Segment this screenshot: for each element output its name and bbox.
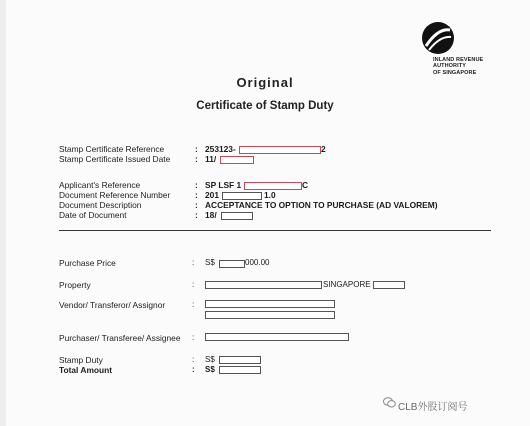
watermark-text: CLB外股订阅号 bbox=[398, 402, 468, 413]
vendor-label: Vendor/ Transferor/ Assignor bbox=[59, 300, 166, 310]
doc-ref-value: 201 bbox=[205, 190, 219, 200]
property-label: Property bbox=[59, 280, 91, 290]
redaction-box bbox=[219, 366, 261, 374]
wechat-icon bbox=[383, 397, 396, 408]
redaction-box bbox=[205, 333, 349, 341]
doc-date-label: Date of Document bbox=[59, 210, 127, 220]
iras-logo-icon bbox=[420, 20, 456, 56]
applicant-ref-value: SP LSF 1 bbox=[205, 180, 242, 190]
purchase-price-label: Purchase Price bbox=[59, 258, 116, 268]
doc-desc-value: ACCEPTANCE TO OPTION TO PURCHASE (AD VALOREM) bbox=[205, 200, 438, 210]
colon: : bbox=[192, 280, 195, 289]
document-title: Original bbox=[236, 75, 294, 90]
scan-edge bbox=[0, 0, 6, 426]
doc-ref-label: Document Reference Number bbox=[59, 190, 171, 200]
stamp-cert-ref-suffix: 2 bbox=[321, 144, 326, 154]
colon: : bbox=[195, 210, 198, 220]
authority-line: INLAND REVENUE bbox=[433, 57, 484, 63]
doc-date-value: 18/ bbox=[205, 210, 217, 220]
redaction-box bbox=[373, 281, 405, 289]
document-subtitle: Certificate of Stamp Duty bbox=[196, 100, 334, 112]
purchase-price-prefix: S$ bbox=[205, 258, 215, 267]
applicant-ref-label: Applicant's Reference bbox=[59, 180, 141, 190]
doc-ref-suffix: 1.0 bbox=[264, 190, 276, 200]
stamp-duty-label: Stamp Duty bbox=[59, 355, 103, 365]
stamp-cert-ref-value: 253123- bbox=[205, 144, 236, 154]
doc-desc-label: Document Description bbox=[59, 200, 142, 210]
stamp-cert-date-label: Stamp Certificate Issued Date bbox=[59, 154, 171, 164]
colon: : bbox=[195, 200, 198, 210]
divider bbox=[59, 230, 491, 231]
total-amount-label: Total Amount bbox=[59, 365, 113, 375]
purchaser-label: Purchaser/ Transferee/ Assignee bbox=[59, 333, 181, 343]
authority-line: AUTHORITY bbox=[433, 63, 466, 70]
colon: : bbox=[195, 190, 198, 200]
stamp-duty-prefix: S$ bbox=[205, 355, 215, 364]
redaction-box bbox=[221, 212, 253, 220]
colon: : bbox=[195, 154, 198, 164]
colon: : bbox=[192, 365, 195, 374]
authority-line: OF SINGAPORE bbox=[433, 69, 477, 76]
redaction-box bbox=[205, 281, 322, 289]
colon: : bbox=[192, 355, 195, 364]
redaction-box bbox=[205, 300, 335, 308]
property-value: SINGAPORE bbox=[323, 280, 371, 289]
redaction-box bbox=[205, 311, 335, 319]
colon: : bbox=[192, 333, 195, 342]
colon: : bbox=[195, 180, 198, 190]
total-amount-prefix: S$ bbox=[205, 365, 215, 374]
stamp-cert-ref-label: Stamp Certificate Reference bbox=[59, 144, 165, 154]
colon: : bbox=[195, 144, 198, 154]
authority-name bbox=[433, 57, 483, 76]
colon: : bbox=[192, 300, 195, 309]
applicant-ref-suffix: C bbox=[302, 180, 309, 190]
redaction-box bbox=[244, 182, 302, 190]
colon: : bbox=[192, 258, 195, 267]
redaction-box bbox=[219, 356, 261, 364]
stamp-cert-date-value: 11/ bbox=[205, 154, 217, 164]
redaction-box bbox=[220, 156, 254, 164]
redaction-box bbox=[239, 146, 321, 154]
redaction-box bbox=[219, 260, 245, 268]
redaction-box bbox=[222, 192, 262, 200]
purchase-price-suffix: 000.00 bbox=[245, 258, 270, 267]
